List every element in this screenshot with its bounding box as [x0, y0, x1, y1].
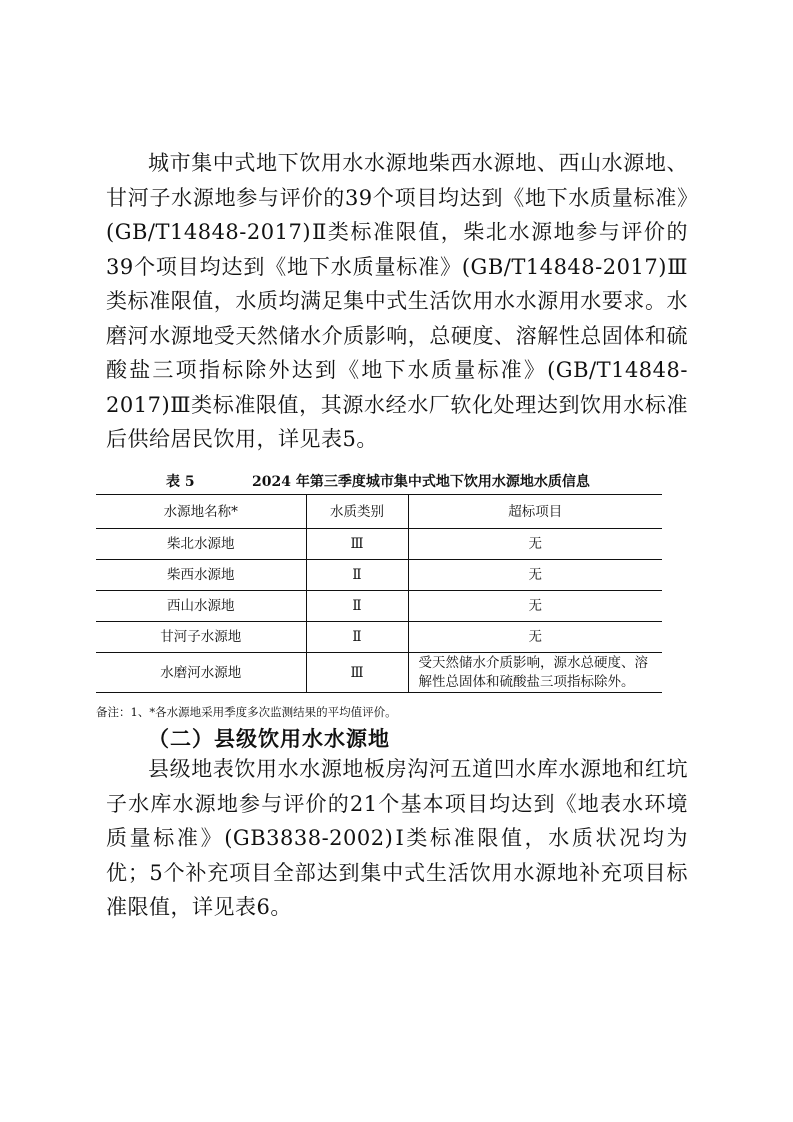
section-heading-county: （二）县级饮用水水源地	[148, 726, 390, 751]
cell-exceed-items: 无	[408, 591, 662, 622]
cell-source-name: 柴西水源地	[96, 560, 306, 591]
paragraph-municipal-groundwater: 城市集中式地下饮用水水源地柴西水源地、西山水源地、甘河子水源地参与评价的39个项目均达到《地下水质量标准》(GB/T14848-2017)Ⅱ类标准限值，柴北水源地参与评价的39个项目均达到《地下水质量标准》(GB/T14848-2017)Ⅲ类标准限值，水质均满足集中式生活饮用水水源用水要求。水磨河水源地受天然储水介质影响，总硬度、溶解性总固体和硫酸盐三项指标除外达到《地下水质量标准》(GB/T14848-2017)Ⅲ类标准限值，其源水经水厂软化处理达到饮用水标准后供给居民饮用，详见表5。	[106, 151, 688, 451]
cell-exceed-items: 无	[408, 560, 662, 591]
cell-exceed-items: 无	[408, 529, 662, 560]
table-number: 表 5	[166, 474, 195, 490]
cell-source-name: 西山水源地	[96, 591, 306, 622]
cell-exceed-items: 受天然储水介质影响，源水总硬度、溶解性总固体和硫酸盐三项指标除外。	[408, 653, 662, 693]
table-title: 2024 年第三季度城市集中式地下饮用水源地水质信息	[252, 474, 590, 490]
cell-quality-class: Ⅱ	[306, 622, 408, 653]
cell-quality-class: Ⅱ	[306, 591, 408, 622]
table-note: 备注：1、*各水源地采用季度多次监测结果的平均值评价。	[96, 705, 397, 719]
cell-source-name: 水磨河水源地	[96, 653, 306, 693]
table-caption	[96, 472, 662, 492]
paragraph-county-surface-water: 县级地表饮用水水源地板房沟河五道凹水库水源地和红坑子水库水源地参与评价的21个基本项目均达到《地表水环境质量标准》(GB3838-2002)Ⅰ类标准限值，水质状况均为优；5个补充项目全部达到集中式生活饮用水源地补充项目标准限值，详见表6。	[106, 757, 688, 919]
table-row	[96, 560, 662, 591]
cell-source-name: 甘河子水源地	[96, 622, 306, 653]
cell-quality-class: Ⅱ	[306, 560, 408, 591]
header-quality-class: 水质类别	[306, 495, 408, 529]
table-row	[96, 622, 662, 653]
table-row	[96, 653, 662, 693]
table-row	[96, 591, 662, 622]
table-row	[96, 529, 662, 560]
header-exceed-items: 超标项目	[408, 495, 662, 529]
cell-source-name: 柴北水源地	[96, 529, 306, 560]
cell-exceed-items: 无	[408, 622, 662, 653]
cell-quality-class: Ⅲ	[306, 653, 408, 693]
cell-quality-class: Ⅲ	[306, 529, 408, 560]
header-source-name: 水源地名称*	[96, 495, 306, 529]
table-header-row	[96, 495, 662, 529]
water-quality-table	[96, 494, 662, 693]
